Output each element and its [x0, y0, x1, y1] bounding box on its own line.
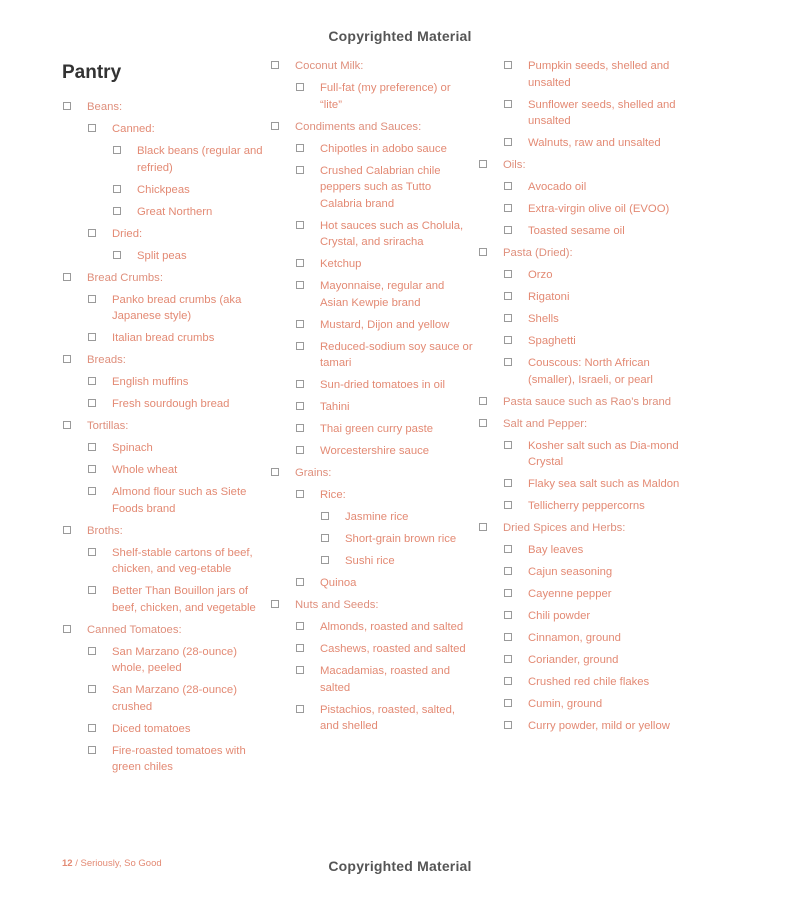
checkbox[interactable] — [296, 342, 304, 350]
checklist-item — [478, 438, 683, 471]
item-label: Almonds, roasted and salted — [320, 621, 464, 633]
item-label: Fire-roasted tomatoes with green chiles — [112, 744, 246, 773]
item-label: San Marzano (28-ounce) crushed — [112, 684, 237, 713]
checkbox[interactable] — [504, 611, 512, 619]
checkbox[interactable] — [296, 166, 304, 174]
item-label: Oils: — [503, 159, 526, 171]
item-label: Pasta (Dried): — [503, 247, 573, 259]
checkbox[interactable] — [88, 724, 96, 732]
page-title: Pantry — [62, 62, 122, 83]
item-label: Ketchup — [320, 258, 362, 270]
checkbox[interactable] — [113, 207, 121, 215]
checklist-item — [62, 374, 267, 391]
item-label: Panko bread crumbs (aka Japanese style) — [112, 293, 242, 322]
checkbox[interactable] — [88, 586, 96, 594]
checkbox[interactable] — [296, 446, 304, 454]
checkbox[interactable] — [296, 380, 304, 388]
checklist-item — [478, 97, 683, 130]
checklist-item — [270, 80, 475, 113]
checklist-item — [270, 575, 475, 592]
item-label: Quinoa — [320, 577, 357, 589]
checkbox[interactable] — [88, 746, 96, 754]
item-label: Flaky sea salt such as Maldon — [528, 478, 680, 490]
checkbox[interactable] — [88, 685, 96, 693]
checklist-item — [478, 289, 683, 306]
checkbox[interactable] — [88, 465, 96, 473]
checklist-item — [62, 143, 267, 176]
checklist-item — [478, 586, 683, 603]
checkbox[interactable] — [504, 61, 512, 69]
item-label: Full-fat (my preference) or “lite” — [320, 82, 451, 111]
checkbox[interactable] — [504, 633, 512, 641]
checklist-item — [270, 278, 475, 311]
item-label: Kosher salt such as Dia-mond Crystal — [528, 439, 679, 468]
item-label: Spaghetti — [528, 335, 576, 347]
checklist-item — [62, 682, 267, 715]
checkbox[interactable] — [504, 358, 512, 366]
checkbox[interactable] — [88, 124, 96, 132]
checklist-item — [478, 652, 683, 669]
checklist-category — [62, 523, 267, 540]
checklist-item — [270, 256, 475, 273]
checklist-item — [478, 476, 683, 493]
item-label: Condiments and Sauces: — [295, 120, 422, 133]
checkbox[interactable] — [504, 138, 512, 146]
checkbox[interactable] — [63, 355, 71, 363]
checkbox[interactable] — [88, 333, 96, 341]
checkbox[interactable] — [296, 666, 304, 674]
checkbox[interactable] — [88, 295, 96, 303]
checklist-category — [62, 352, 267, 369]
checklist-item — [478, 135, 683, 152]
item-label: Rigatoni — [528, 291, 570, 303]
item-label: Salt and Pepper: — [503, 417, 588, 430]
checkbox[interactable] — [296, 320, 304, 328]
checklist-item — [62, 743, 267, 776]
checklist-item — [270, 487, 475, 504]
copyright-watermark-bottom: Copyrighted Material — [328, 858, 472, 874]
item-label: Cinnamon, ground — [528, 632, 621, 644]
checklist-item — [62, 545, 267, 578]
checkbox[interactable] — [296, 259, 304, 267]
checkbox[interactable] — [504, 270, 512, 278]
item-label: Walnuts, raw and unsalted — [528, 137, 661, 149]
checklist-column-1 — [62, 58, 267, 781]
checklist-item — [478, 674, 683, 691]
item-label: Orzo — [528, 269, 553, 281]
book-title: Seriously, So Good — [80, 858, 162, 869]
checkbox[interactable] — [296, 622, 304, 630]
checklist-item — [62, 583, 267, 616]
item-label: Hot sauces such as Cholula, Crystal, and sriracha — [320, 219, 464, 248]
checkbox[interactable] — [479, 419, 487, 427]
item-label: Diced tomatoes — [112, 722, 191, 735]
item-label: Grains: — [295, 467, 332, 479]
checkbox[interactable] — [271, 600, 279, 608]
checkbox[interactable] — [271, 122, 279, 130]
checklist-item — [478, 718, 683, 735]
item-label: Short-grain brown rice — [345, 533, 457, 545]
item-label: Sunflower seeds, shelled and unsalted — [528, 98, 676, 127]
item-label: Nuts and Seeds: — [295, 599, 379, 611]
item-label: Better Than Bouillon jars of beef, chicken, and vegetable — [112, 585, 256, 614]
checkbox[interactable] — [504, 314, 512, 322]
checklist-column-2 — [270, 58, 475, 740]
checkbox[interactable] — [296, 221, 304, 229]
checklist-item — [270, 553, 475, 570]
checklist-item — [270, 141, 475, 158]
checklist-item — [478, 542, 683, 559]
item-label: Almond flour such as Siete Foods brand — [112, 486, 247, 515]
item-label: Chipotles in adobo sauce — [320, 142, 447, 155]
item-label: Cayenne pepper — [528, 588, 612, 600]
item-label: English muffins — [112, 376, 189, 388]
checkbox[interactable] — [504, 479, 512, 487]
checklist-item — [478, 355, 683, 388]
item-label: Mustard, Dijon and yellow — [320, 318, 450, 331]
checkbox[interactable] — [113, 251, 121, 259]
checkbox[interactable] — [504, 545, 512, 553]
footer-separator: / — [75, 858, 78, 869]
item-label: Macadamias, roasted and salted — [320, 665, 450, 694]
checklist-item — [270, 663, 475, 696]
checkbox[interactable] — [296, 705, 304, 713]
checkbox[interactable] — [296, 144, 304, 152]
item-label: Canned Tomatoes: — [87, 623, 182, 636]
checklist-item — [478, 564, 683, 581]
item-label: Whole wheat — [112, 464, 178, 476]
item-label: Worcestershire sauce — [320, 445, 430, 457]
checkbox[interactable] — [321, 512, 329, 520]
checkbox[interactable] — [504, 501, 512, 509]
item-label: Split peas — [137, 249, 187, 262]
checklist-item — [62, 396, 267, 413]
checklist-item — [478, 696, 683, 713]
item-label: Sun-dried tomatoes in oil — [320, 379, 445, 391]
checklist-item — [62, 182, 267, 199]
checkbox[interactable] — [504, 441, 512, 449]
checkbox[interactable] — [479, 523, 487, 531]
item-label: Bay leaves — [528, 544, 584, 556]
checkbox[interactable] — [88, 229, 96, 237]
checklist-item — [62, 440, 267, 457]
checklist-item — [62, 721, 267, 738]
item-label: Tortillas: — [87, 420, 129, 432]
checklist-category — [270, 465, 475, 482]
checklist-item — [478, 498, 683, 515]
checkbox[interactable] — [504, 226, 512, 234]
checklist-item — [270, 641, 475, 658]
checklist-item — [62, 292, 267, 325]
checklist — [478, 58, 683, 735]
checkbox[interactable] — [296, 402, 304, 410]
checkbox[interactable] — [479, 248, 487, 256]
item-label: Fresh sourdough bread — [112, 398, 230, 410]
checkbox[interactable] — [504, 182, 512, 190]
checklist-category — [62, 270, 267, 287]
item-label: Toasted sesame oil — [528, 225, 625, 237]
checkbox[interactable] — [88, 647, 96, 655]
item-label: Chili powder — [528, 610, 591, 622]
checkbox[interactable] — [88, 377, 96, 385]
checkbox[interactable] — [88, 487, 96, 495]
item-label: Jasmine rice — [345, 511, 409, 523]
checklist-category — [478, 157, 683, 174]
checklist-category — [62, 99, 267, 116]
item-label: Cashews, roasted and salted — [320, 643, 466, 655]
checkbox[interactable] — [504, 567, 512, 575]
checkbox[interactable] — [504, 677, 512, 685]
checklist-item — [62, 462, 267, 479]
checkbox[interactable] — [296, 644, 304, 652]
checkbox[interactable] — [63, 421, 71, 429]
checkbox[interactable] — [479, 397, 487, 405]
item-label: Pistachios, roasted, salted, and shelled — [320, 703, 456, 732]
item-label: Crushed red chile flakes — [528, 676, 650, 688]
checklist-item — [270, 163, 475, 213]
checklist-item — [62, 644, 267, 677]
checkbox[interactable] — [88, 443, 96, 451]
item-label: Great Northern — [137, 205, 213, 218]
item-label: Crushed Calabrian chile peppers such as Tutto Calabria brand — [320, 164, 441, 210]
item-label: Tahini — [320, 401, 350, 413]
checklist-item — [478, 267, 683, 284]
item-label: Black beans (regular and refried) — [137, 145, 263, 174]
checkbox[interactable] — [321, 534, 329, 542]
checkbox[interactable] — [321, 556, 329, 564]
checklist-item — [270, 377, 475, 394]
checkbox[interactable] — [504, 336, 512, 344]
checkbox[interactable] — [271, 468, 279, 476]
item-label: Avocado oil — [528, 181, 587, 193]
checklist-item — [270, 317, 475, 334]
checkbox[interactable] — [63, 273, 71, 281]
checkbox[interactable] — [271, 61, 279, 69]
checkbox[interactable] — [504, 292, 512, 300]
item-label: Dried Spices and Herbs: — [503, 522, 626, 534]
item-label: Shells — [528, 313, 559, 325]
item-label: Pasta sauce such as Rao’s brand — [503, 395, 672, 408]
item-label: Reduced-sodium soy sauce or tamari — [320, 340, 473, 369]
checklist-item — [270, 421, 475, 438]
item-label: Chickpeas — [137, 183, 190, 196]
checklist-category — [270, 597, 475, 614]
item-label: Breads: — [87, 354, 126, 366]
checklist-category — [478, 394, 683, 411]
checkbox[interactable] — [504, 589, 512, 597]
checklist-category — [62, 622, 267, 639]
checkbox[interactable] — [113, 146, 121, 154]
checklist-item — [478, 608, 683, 625]
checkbox[interactable] — [504, 721, 512, 729]
item-label: Curry powder, mild or yellow — [528, 720, 670, 732]
checklist-item — [62, 330, 267, 347]
checklist-item — [478, 630, 683, 647]
item-label: Cajun seasoning — [528, 566, 613, 578]
checklist-item — [270, 509, 475, 526]
checklist-category — [62, 418, 267, 435]
checkbox[interactable] — [88, 399, 96, 407]
checklist-item — [478, 58, 683, 91]
checklist-item — [478, 333, 683, 350]
checkbox[interactable] — [296, 490, 304, 498]
checkbox[interactable] — [63, 625, 71, 633]
checklist-item — [62, 226, 267, 243]
checkbox[interactable] — [296, 281, 304, 289]
checkbox[interactable] — [113, 185, 121, 193]
item-label: Coconut Milk: — [295, 60, 364, 72]
checklist — [62, 99, 267, 776]
checklist-item — [270, 702, 475, 735]
checkbox[interactable] — [296, 424, 304, 432]
checkbox[interactable] — [296, 83, 304, 91]
checklist-category — [270, 119, 475, 136]
copyright-watermark-top: Copyrighted Material — [328, 28, 472, 44]
checkbox[interactable] — [296, 578, 304, 586]
page-number: 12 — [62, 858, 73, 869]
checklist-category — [478, 416, 683, 433]
item-label: San Marzano (28-ounce) whole, peeled — [112, 645, 237, 674]
item-label: Broths: — [87, 524, 123, 537]
checklist-item — [478, 201, 683, 218]
checkbox[interactable] — [88, 548, 96, 556]
item-label: Shelf-stable cartons of beef, chicken, and veg-etable — [112, 546, 253, 575]
checkbox[interactable] — [504, 204, 512, 212]
checklist-item — [62, 204, 267, 221]
checklist-category — [478, 520, 683, 537]
item-label: Spinach — [112, 442, 153, 454]
checklist-item — [62, 121, 267, 138]
item-label: Pumpkin seeds, shelled and unsalted — [528, 60, 670, 89]
checkbox[interactable] — [504, 655, 512, 663]
item-label: Beans: — [87, 101, 123, 113]
item-label: Tellicherry peppercorns — [528, 500, 645, 512]
item-label: Canned: — [112, 123, 155, 135]
checkbox[interactable] — [504, 699, 512, 707]
item-label: Italian bread crumbs — [112, 332, 215, 344]
item-label: Sushi rice — [345, 555, 395, 567]
item-label: Bread Crumbs: — [87, 271, 163, 284]
item-label: Coriander, ground — [528, 654, 619, 666]
checklist-item — [270, 443, 475, 460]
item-label: Couscous: North African (smaller), Israeli, or pearl — [528, 357, 653, 386]
checklist-item — [62, 484, 267, 517]
checkbox[interactable] — [479, 160, 487, 168]
checklist-item — [270, 399, 475, 416]
checklist-item — [62, 248, 267, 265]
item-label: Thai green curry paste — [320, 423, 434, 435]
checklist-item — [478, 223, 683, 240]
item-label: Dried: — [112, 227, 143, 240]
item-label: Rice: — [320, 489, 346, 501]
checklist-item — [270, 218, 475, 251]
checklist-item — [478, 179, 683, 196]
checkbox[interactable] — [504, 100, 512, 108]
checkbox[interactable] — [63, 526, 71, 534]
item-label: Extra-virgin olive oil (EVOO) — [528, 203, 670, 215]
checklist-item — [270, 531, 475, 548]
checklist-item — [270, 619, 475, 636]
checklist-category — [478, 245, 683, 262]
checklist — [270, 58, 475, 735]
checklist-item — [478, 311, 683, 328]
checkbox[interactable] — [63, 102, 71, 110]
checklist-category — [270, 58, 475, 75]
item-label: Cumin, ground — [528, 698, 603, 710]
checklist-item — [270, 339, 475, 372]
item-label: Mayonnaise, regular and Asian Kewpie brand — [320, 280, 445, 309]
checklist-column-3 — [478, 58, 683, 740]
